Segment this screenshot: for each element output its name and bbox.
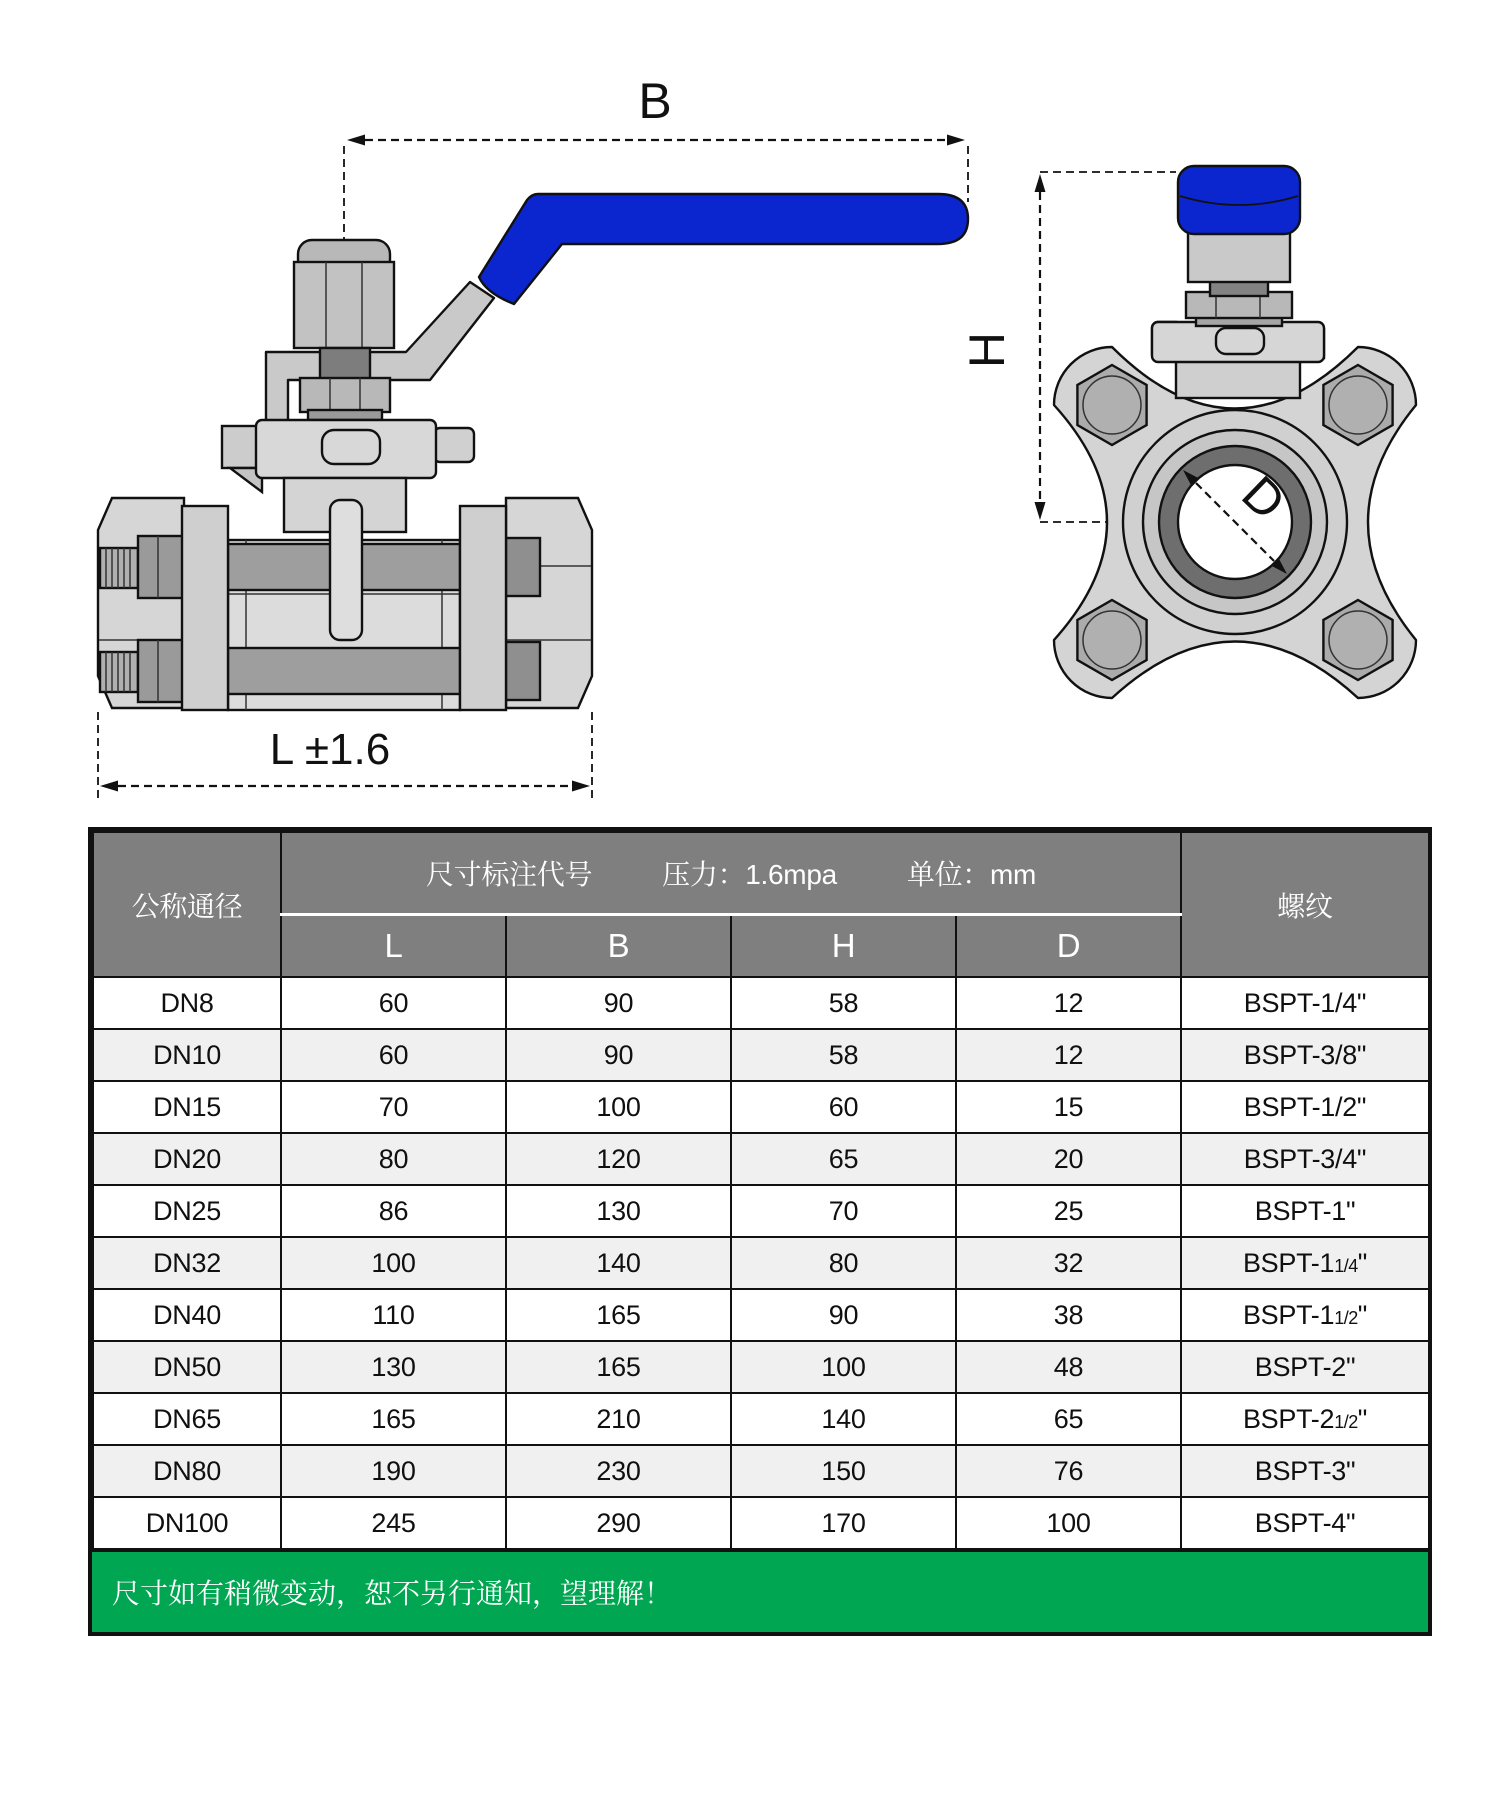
stem-lock-nut [300,378,390,412]
cell-dn: DN65 [93,1393,281,1445]
header-dim-l: L [281,915,506,978]
stem-hex-nut [294,262,394,348]
cell-thread: BSPT-4" [1181,1497,1429,1549]
table-row [93,1237,1429,1289]
cell-b: 290 [506,1497,731,1549]
cell-dn: DN15 [93,1081,281,1133]
cell-d: 38 [956,1289,1181,1341]
cell-l: 130 [281,1341,506,1393]
header-row-top [93,832,1429,915]
cell-h: 70 [731,1185,956,1237]
cell-h: 58 [731,977,956,1029]
cell-h: 65 [731,1133,956,1185]
cell-b: 210 [506,1393,731,1445]
cell-b: 100 [506,1081,731,1133]
table-row [93,1081,1429,1133]
table-row [93,1497,1429,1549]
header-dn: 公称通径 [93,832,281,977]
cell-thread: BSPT-1" [1181,1185,1429,1237]
front-neck [1176,360,1300,398]
cell-h: 90 [731,1289,956,1341]
cell-thread: BSPT-3/4" [1181,1133,1429,1185]
cell-l: 80 [281,1133,506,1185]
dim-b-arrow-right [947,135,965,146]
cell-l: 100 [281,1237,506,1289]
cell-dn: DN32 [93,1237,281,1289]
dim-l-arrow-right [572,781,590,792]
cell-l: 86 [281,1185,506,1237]
table-row [93,1393,1429,1445]
cell-h: 150 [731,1445,956,1497]
cell-d: 25 [956,1185,1181,1237]
cell-b: 90 [506,1029,731,1081]
cell-h: 58 [731,1029,956,1081]
cell-dn: DN8 [93,977,281,1029]
cell-d: 20 [956,1133,1181,1185]
cell-thread: BSPT-11/4" [1181,1237,1429,1289]
cell-thread: BSPT-1/2" [1181,1081,1429,1133]
table-body [93,977,1429,1549]
footer-note-bar [92,1550,1428,1632]
cell-dn: DN40 [93,1289,281,1341]
dim-b-arrow-left [347,135,365,146]
front-view [959,166,1416,698]
cell-thread: BSPT-21/2" [1181,1393,1429,1445]
cell-dn: DN100 [93,1497,281,1549]
bonnet-tab-right [434,428,474,462]
header-dim-b: B [506,915,731,978]
spec-table [92,831,1430,1550]
header-thread: 螺纹 [1181,832,1429,977]
table-row [93,1133,1429,1185]
tie-bolt-bottom [228,648,460,694]
cell-d: 12 [956,1029,1181,1081]
nut-top-right [506,538,540,596]
stem-washer [308,410,382,420]
cell-b: 140 [506,1237,731,1289]
cell-dn: DN10 [93,1029,281,1081]
header-merged [281,832,1181,915]
cell-d: 32 [956,1237,1181,1289]
cell-thread: BSPT-3/8" [1181,1029,1429,1081]
header-unit: 单位：mm [906,859,1037,890]
cell-l: 70 [281,1081,506,1133]
cell-thread: BSPT-1/4" [1181,977,1429,1029]
cell-dn: DN80 [93,1445,281,1497]
cell-dn: DN20 [93,1133,281,1185]
cell-d: 100 [956,1497,1181,1549]
stem-spacer [320,348,370,380]
cell-l: 110 [281,1289,506,1341]
cell-d: 12 [956,977,1181,1029]
dim-b [344,73,968,300]
dim-l-label: L ±1.6 [269,725,391,774]
cell-h: 140 [731,1393,956,1445]
cell-d: 76 [956,1445,1181,1497]
flange-right [460,506,506,710]
cell-b: 130 [506,1185,731,1237]
cell-b: 120 [506,1133,731,1185]
header-pressure: 压力：1.6mpa [662,859,837,890]
table-row [93,1341,1429,1393]
cell-h: 60 [731,1081,956,1133]
header-dim-h: H [731,915,956,978]
valve-drawings [0,0,1500,812]
cell-h: 80 [731,1237,956,1289]
cell-l: 190 [281,1445,506,1497]
table-header [93,832,1429,977]
nut-bottom-right [506,642,540,700]
cell-dn: DN50 [93,1341,281,1393]
cell-h: 100 [731,1341,956,1393]
stem-key-tab [330,500,362,640]
dim-d-label: D [1231,465,1297,531]
dim-h-label: H [959,331,1015,369]
dim-h-arrow-top [1035,174,1046,192]
cell-d: 48 [956,1341,1181,1393]
cell-b: 165 [506,1341,731,1393]
nut-bottom-left [138,640,184,702]
handle-grip [479,194,968,304]
cell-l: 165 [281,1393,506,1445]
cell-l: 60 [281,977,506,1029]
table-row [93,1289,1429,1341]
bonnet-slot [322,430,380,464]
header-dim-d: D [956,915,1181,978]
footer-note-text: 尺寸如有稍微变动，恕不另行通知，望理解！ [112,1578,673,1609]
side-view [98,73,968,798]
cell-b: 90 [506,977,731,1029]
dim-l [98,712,592,798]
cell-d: 15 [956,1081,1181,1133]
front-grip-base [1188,230,1290,282]
table-row [93,1029,1429,1081]
cell-b: 165 [506,1289,731,1341]
header-code: 尺寸标注代号 [425,859,593,890]
valve-drawing-svg [0,0,1500,812]
table-row [93,977,1429,1029]
flange-left [182,506,228,710]
front-bonnet-slot [1216,328,1264,354]
cell-thread: BSPT-3" [1181,1445,1429,1497]
cell-d: 65 [956,1393,1181,1445]
dim-l-arrow-left [100,781,118,792]
dim-b-label: B [638,73,672,129]
cell-h: 170 [731,1497,956,1549]
dim-h-arrow-bottom [1035,502,1046,520]
table-row [93,1445,1429,1497]
table-row [93,1185,1429,1237]
cell-l: 60 [281,1029,506,1081]
spec-sheet [88,827,1432,1636]
nut-top-left [138,536,184,598]
cell-thread: BSPT-2" [1181,1341,1429,1393]
cell-thread: BSPT-11/2" [1181,1289,1429,1341]
cell-l: 245 [281,1497,506,1549]
cell-b: 230 [506,1445,731,1497]
cell-dn: DN25 [93,1185,281,1237]
